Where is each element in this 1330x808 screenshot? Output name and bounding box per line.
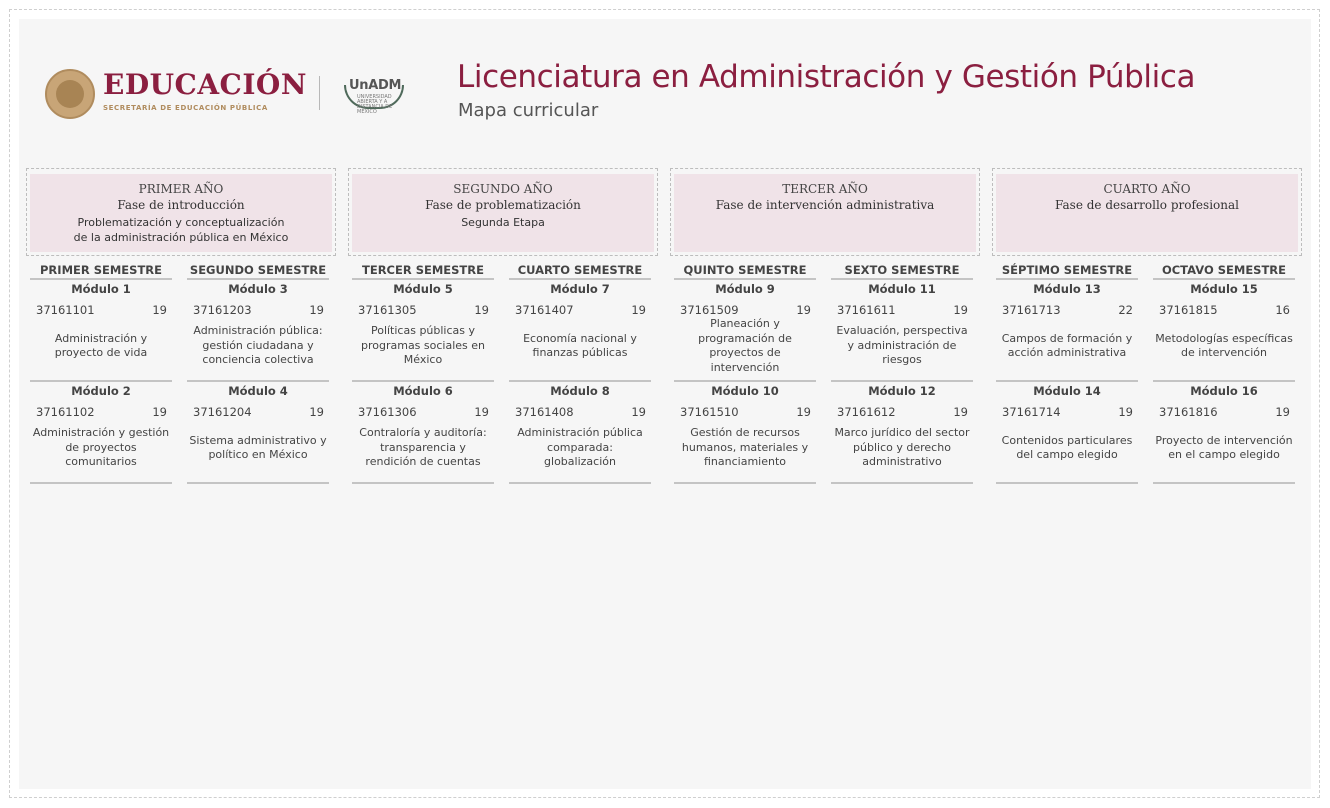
- module-title: Módulo 13: [1033, 282, 1101, 296]
- module-title: Módulo 4: [228, 384, 288, 398]
- module-card: [352, 280, 494, 380]
- module-name: Evaluación, perspectiva y administración de riesgos: [836, 324, 968, 367]
- module-code: 37161509: [680, 303, 739, 317]
- semester-column: [1153, 263, 1295, 484]
- divider: [674, 482, 816, 484]
- page-subtitle: Mapa curricular: [458, 100, 599, 121]
- semester-column: [674, 263, 816, 484]
- year-phase: Fase de intervención administrativa: [715, 198, 935, 212]
- year-box: [996, 174, 1298, 252]
- semester-label: CUARTO SEMESTRE: [517, 263, 643, 277]
- module-card: [831, 382, 973, 482]
- module-code: 37161713: [1002, 303, 1061, 317]
- module-code: 37161306: [358, 405, 417, 419]
- module-name: Campos de formación y acción administrativa: [1001, 331, 1133, 359]
- year-description: Segunda Etapa: [461, 216, 545, 229]
- semester-label: PRIMER SEMESTRE: [40, 263, 162, 277]
- module-credits: 19: [631, 303, 646, 317]
- module-code: 37161204: [193, 405, 252, 419]
- divider: [509, 482, 651, 484]
- year-description: Problematización y conceptualización: [77, 216, 285, 229]
- semester-column: [187, 263, 329, 484]
- module-name: Administración pública: gestión ciudadana y conciencia colectiva: [193, 324, 323, 367]
- divider: [187, 482, 329, 484]
- year-box: [30, 174, 332, 252]
- module-card: [187, 382, 329, 482]
- module-credits: 19: [631, 405, 646, 419]
- module-name: Marco jurídico del sector público y derecho administrativo: [834, 426, 970, 469]
- module-title: Módulo 1: [71, 282, 131, 296]
- module-card: [30, 382, 172, 482]
- module-credits: 19: [953, 303, 968, 317]
- module-title: Módulo 15: [1190, 282, 1258, 296]
- module-credits: 19: [474, 405, 489, 419]
- module-credits: 19: [953, 405, 968, 419]
- module-title: Módulo 16: [1190, 384, 1258, 398]
- module-credits: 19: [309, 303, 324, 317]
- module-code: 37161102: [36, 405, 95, 419]
- module-card: [831, 280, 973, 380]
- semester-column: [996, 263, 1138, 484]
- divider: [30, 482, 172, 484]
- module-title: Módulo 14: [1033, 384, 1101, 398]
- semester-column: [831, 263, 973, 484]
- module-title: Módulo 11: [868, 282, 936, 296]
- module-name: Administración y gestión de proyectos comunitarios: [32, 426, 170, 469]
- logo-divider: [319, 76, 320, 110]
- module-credits: 19: [309, 405, 324, 419]
- module-code: 37161815: [1159, 303, 1218, 317]
- module-title: Módulo 2: [71, 384, 131, 398]
- module-title: Módulo 5: [393, 282, 453, 296]
- module-card: [996, 382, 1138, 482]
- divider: [996, 482, 1138, 484]
- module-name: Gestión de recursos humanos, materiales y financiamiento: [681, 426, 809, 469]
- year-label: CUARTO AÑO: [1103, 182, 1191, 196]
- semester-label: SÉPTIMO SEMESTRE: [1001, 263, 1133, 277]
- year-label: SEGUNDO AÑO: [453, 182, 553, 196]
- module-name: Metodologías específicas de intervención: [1155, 331, 1293, 359]
- module-name: Proyecto de intervención en el campo elegido: [1155, 433, 1293, 461]
- module-name: Contraloría y auditoría: transparencia y rendición de cuentas: [359, 426, 487, 469]
- module-title: Módulo 3: [228, 282, 288, 296]
- semester-label: SEXTO SEMESTRE: [844, 263, 960, 277]
- semester-label: SEGUNDO SEMESTRE: [189, 263, 327, 277]
- module-card: [996, 280, 1138, 380]
- year-label: PRIMER AÑO: [138, 182, 224, 196]
- semester-column: [352, 263, 494, 484]
- module-card: [509, 280, 651, 380]
- year-label: TERCER AÑO: [782, 182, 868, 196]
- unadm-logo-subtext: UNIVERSIDAD ABIERTA Y A DISTANCIA DE MÉXICO: [357, 94, 393, 115]
- module-card: [1153, 382, 1295, 482]
- module-code: 37161203: [193, 303, 252, 317]
- year-box: [674, 174, 976, 252]
- year-phase: Fase de problematización: [425, 198, 581, 212]
- semester-label: OCTAVO SEMESTRE: [1161, 263, 1287, 277]
- module-code: 37161714: [1002, 405, 1061, 419]
- unadm-logo-text: UnADM: [349, 78, 402, 93]
- module-credits: 22: [1118, 303, 1133, 317]
- semester-label: QUINTO SEMESTRE: [683, 263, 807, 277]
- sep-logo-subtitle: SECRETARÍA DE EDUCACIÓN PÚBLICA: [103, 104, 268, 112]
- module-title: Módulo 9: [715, 282, 775, 296]
- module-name: Planeación y programación de proyectos de intervención: [698, 317, 792, 374]
- module-title: Módulo 6: [393, 384, 453, 398]
- year-box: [352, 174, 654, 252]
- year-phase: Fase de desarrollo profesional: [1055, 198, 1239, 212]
- module-name: Administración pública comparada: globalización: [517, 426, 643, 469]
- module-title: Módulo 10: [711, 384, 779, 398]
- module-card: [352, 382, 494, 482]
- module-name: Administración y proyecto de vida: [54, 331, 148, 359]
- unadm-logo: [343, 73, 409, 115]
- semester-column: [509, 263, 651, 484]
- module-credits: 19: [152, 405, 167, 419]
- semester-column: [30, 263, 172, 484]
- module-name: Políticas públicas y programas sociales en México: [360, 324, 486, 367]
- divider: [352, 482, 494, 484]
- module-name: Economía nacional y finanzas públicas: [523, 331, 637, 359]
- module-credits: 19: [796, 405, 811, 419]
- module-credits: 19: [1275, 405, 1290, 419]
- sep-logo-title: EDUCACIÓN: [103, 68, 307, 101]
- module-card: [30, 280, 172, 380]
- module-card: [674, 382, 816, 482]
- module-code: 37161510: [680, 405, 739, 419]
- module-card: [509, 382, 651, 482]
- module-code: 37161408: [515, 405, 574, 419]
- module-code: 37161407: [515, 303, 574, 317]
- module-credits: 19: [1118, 405, 1133, 419]
- divider: [831, 482, 973, 484]
- module-title: Módulo 8: [550, 384, 610, 398]
- year-description: de la administración pública en México: [73, 231, 289, 244]
- module-credits: 19: [152, 303, 167, 317]
- module-code: 37161611: [837, 303, 896, 317]
- module-credits: 19: [796, 303, 811, 317]
- module-credits: 16: [1275, 303, 1290, 317]
- page-title: Licenciatura en Administración y Gestión Pública: [457, 59, 1196, 95]
- year-phase: Fase de introducción: [117, 198, 245, 212]
- divider: [1153, 482, 1295, 484]
- semester-label: TERCER SEMESTRE: [362, 263, 484, 277]
- module-name: Contenidos particulares del campo elegido: [1001, 433, 1133, 461]
- module-code: 37161612: [837, 405, 896, 419]
- module-card: [187, 280, 329, 380]
- module-card: [674, 280, 816, 380]
- module-credits: 19: [474, 303, 489, 317]
- module-title: Módulo 7: [550, 282, 610, 296]
- module-code: 37161305: [358, 303, 417, 317]
- module-code: 37161816: [1159, 405, 1218, 419]
- module-title: Módulo 12: [868, 384, 936, 398]
- module-code: 37161101: [36, 303, 95, 317]
- national-seal-icon: [45, 69, 95, 119]
- module-card: [1153, 280, 1295, 380]
- module-name: Sistema administrativo y político en México: [189, 433, 327, 461]
